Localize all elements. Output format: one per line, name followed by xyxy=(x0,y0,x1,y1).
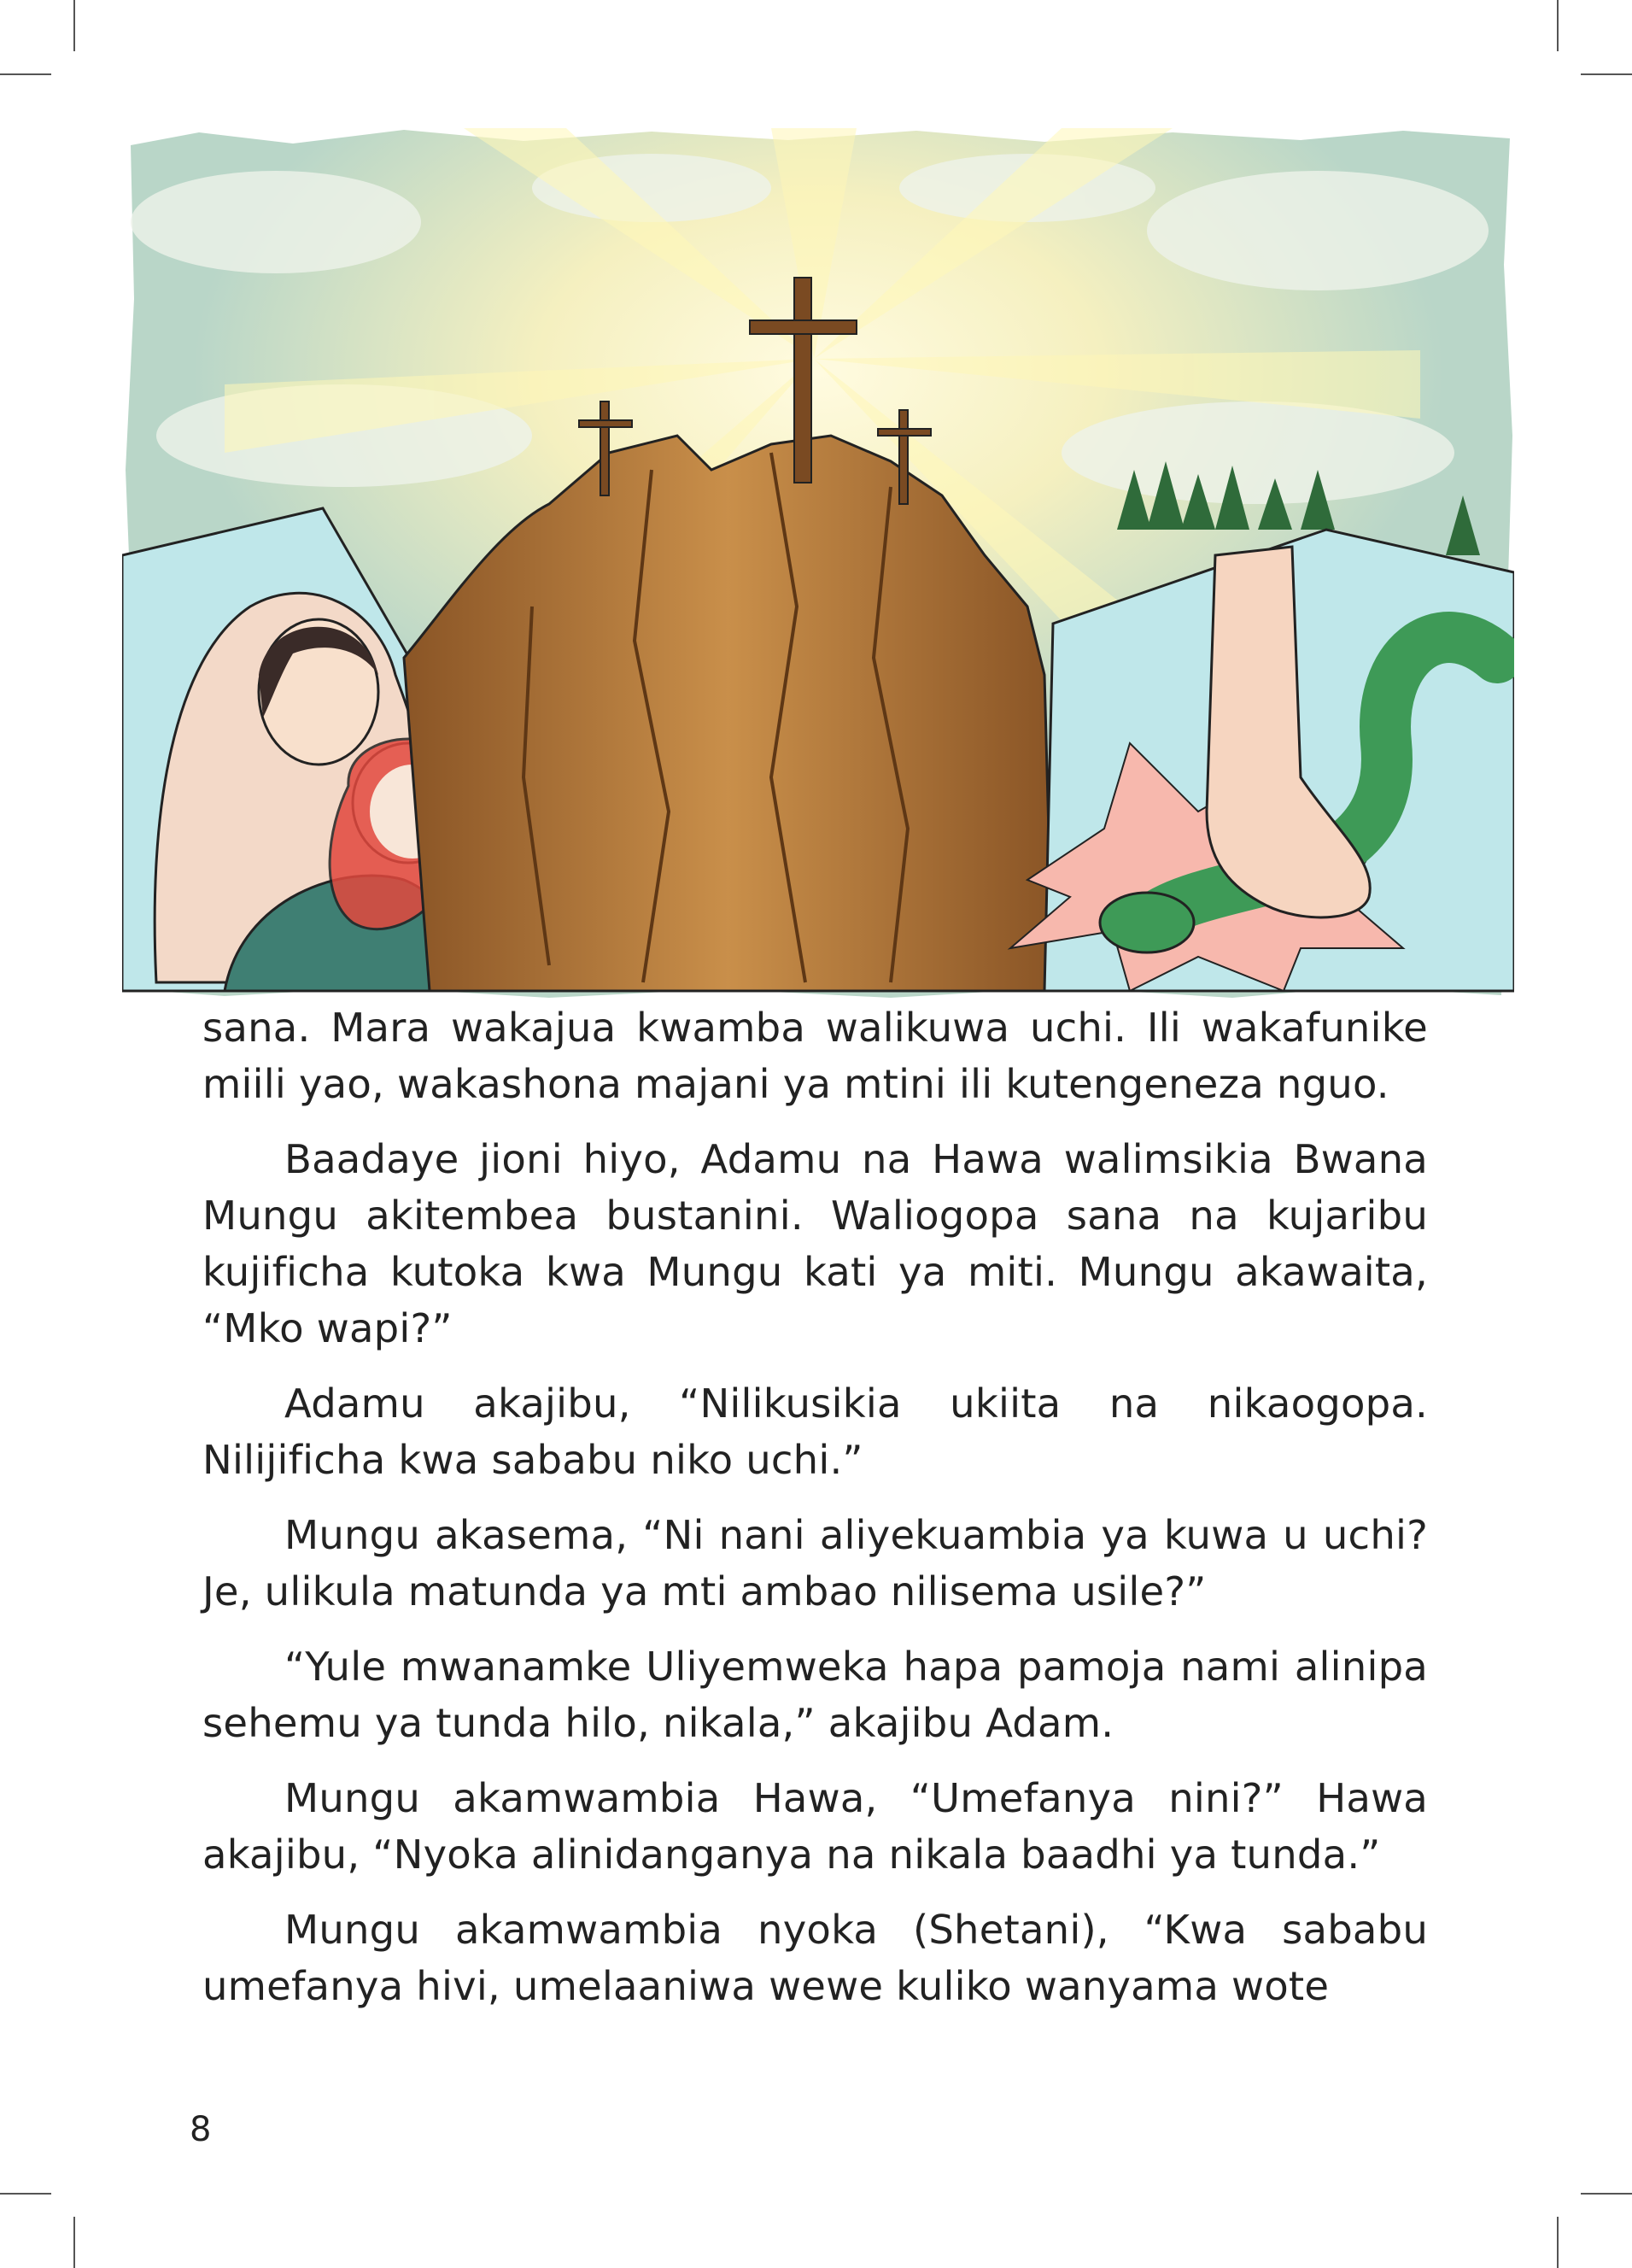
illustration-svg xyxy=(122,128,1514,999)
paragraph-7: Mungu akamwambia nyoka (Shetani), “Kwa sababu umefanya hivi, umelaaniwa wewe kuliko wanyama wote xyxy=(202,1907,1428,2009)
story-illustration xyxy=(122,128,1514,999)
crop-mark-bottom-right-horizontal xyxy=(1581,2193,1632,2195)
page-number: 8 xyxy=(190,2110,212,2149)
story-text xyxy=(202,999,1428,2033)
paragraph-1: sana. Mara wakajua kwamba walikuwa uchi. Ili wakafunike miili yao, wakashona majani ya mtini ili kutengeneza nguo. xyxy=(202,1005,1428,1107)
paragraph-3: Adamu akajibu, “Nilikusikia ukiita na nikaogopa. Nilijificha kwa sababu niko uchi.” xyxy=(202,1380,1428,1483)
paragraph-6: Mungu akamwambia Hawa, “Umefanya nini?” Hawa akajibu, “Nyoka alinidanganya na nikala baadhi ya tunda.” xyxy=(202,1775,1428,1878)
paragraph-5: “Yule mwanamke Uliyemweka hapa pamoja nami alinipa sehemu ya tunda hilo, nikala,” akajibu Adam. xyxy=(202,1644,1428,1746)
paragraph-2: Baadaye jioni hiyo, Adamu na Hawa walimsikia Bwana Mungu akitembea bustanini. Waliogopa sana na kujaribu kujificha kutoka kwa Mungu kati ya miti. Mungu akawaita, “Mko wapi?” xyxy=(202,1136,1428,1351)
crop-mark-top-left-horizontal xyxy=(0,73,51,75)
crop-mark-bottom-left-vertical xyxy=(73,2217,75,2268)
crop-mark-top-right-vertical xyxy=(1557,0,1559,51)
crop-mark-top-right-horizontal xyxy=(1581,73,1632,75)
crop-mark-bottom-right-vertical xyxy=(1557,2217,1559,2268)
crop-mark-top-left-vertical xyxy=(73,0,75,51)
paragraph-4: Mungu akasema, “Ni nani aliyekuambia ya kuwa u uchi? Je, ulikula matunda ya mti ambao nilisema usile?” xyxy=(202,1512,1428,1615)
crop-mark-bottom-left-horizontal xyxy=(0,2193,51,2195)
snake-head xyxy=(1100,893,1194,952)
